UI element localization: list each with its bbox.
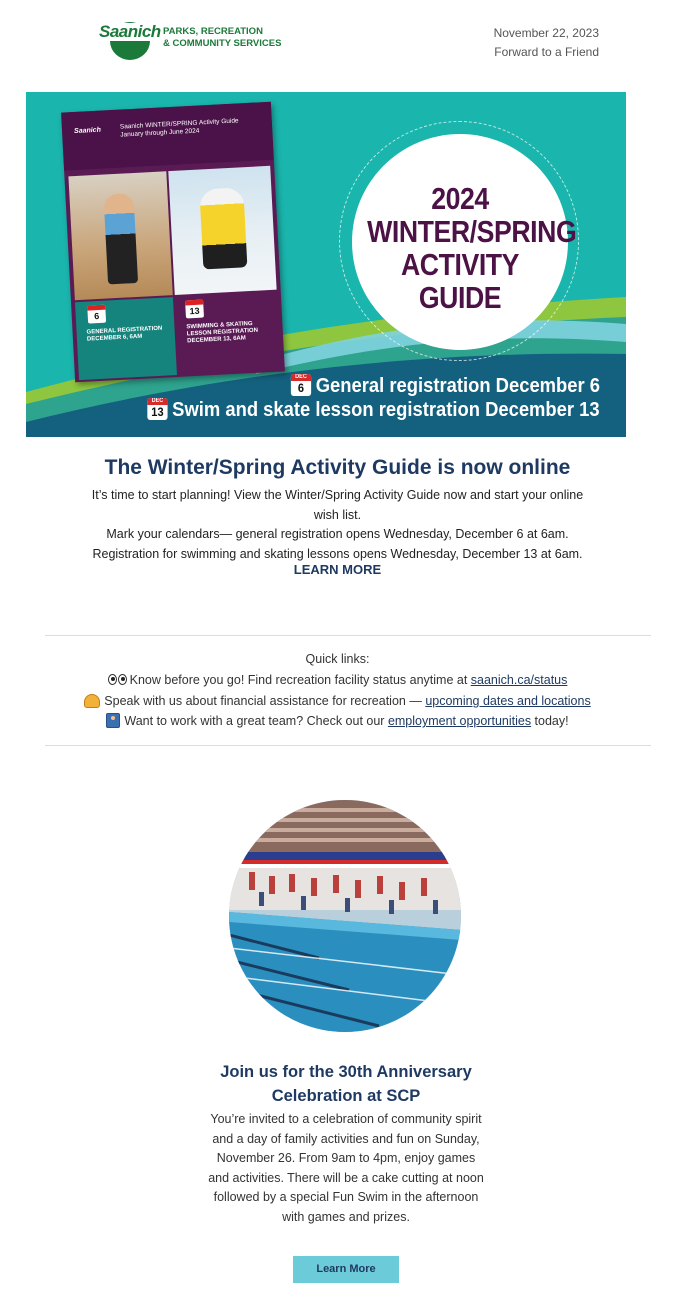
department-line-2: & COMMUNITY SERVICES: [163, 38, 282, 49]
guide-paragraph-3: Registration for swimming and skating lessons opens Wednesday, December 13 at 6am.: [92, 546, 583, 561]
scp-section-heading: Join us for the 30th Anniversary Celebration at SCP: [220, 1063, 472, 1105]
scp-section-body: You’re invited to a celebration of community spirit and a day of family activities and fun on Sunday, November 26. From 9am to 4pm, enjoy games and activities. There will be a cake cutting at noon followed by a special Fun Swim in the afternoon with games and prizes.: [208, 1112, 484, 1224]
cover-logo: Saanich: [73, 126, 102, 136]
saanich-logo[interactable]: [98, 16, 298, 60]
guide-title-year: 2024: [431, 181, 489, 216]
pool-celebration-photo: [229, 800, 461, 1032]
section-divider: [45, 745, 651, 746]
quick-link-facility-status: [0, 673, 675, 687]
quick-link-3-suffix: today!: [531, 714, 569, 728]
guide-title-season: WINTER/SPRING: [367, 214, 577, 249]
guide-paragraph-2: Mark your calendars— general registration opens Wednesday, December 6 at 6am.: [106, 527, 569, 541]
general-registration-date: [291, 375, 600, 398]
forward-to-friend-link[interactable]: Forward to a Friend: [494, 45, 599, 59]
general-registration-text: General registration December 6: [315, 375, 600, 397]
learn-more-link[interactable]: LEARN MORE: [293, 562, 382, 577]
quick-link-employment: [0, 714, 675, 729]
cover-title: Saanich WINTER/SPRING Activity Guide January through June 2024: [119, 117, 239, 139]
guide-paragraph-1: It’s time to start planning! View the Winter/Spring Activity Guide now and start your online wish list.: [91, 488, 584, 522]
raised-hands-icon: [84, 694, 100, 708]
cover-swim-registration: [175, 292, 281, 375]
guide-title-guide: GUIDE: [418, 280, 502, 315]
calendar-icon: DEC 6: [291, 374, 311, 396]
newsletter-date: November 22, 2023: [493, 26, 599, 40]
fitness-photo: [68, 171, 172, 300]
guide-title-activity: ACTIVITY: [400, 247, 520, 282]
quick-link-1-text: Know before you go! Find recreation facility status anytime at: [129, 673, 471, 687]
guide-title-circle: [352, 134, 577, 350]
guide-title: [367, 181, 577, 315]
fitness-figure: [103, 193, 138, 284]
swim-registration-text: Swim and skate lesson registration December 13: [172, 399, 600, 421]
hockey-photo: [168, 166, 276, 295]
guide-section-heading: The Winter/Spring Activity Guide is now online: [104, 456, 571, 479]
hockey-figure: [199, 187, 247, 269]
eyes-icon: [108, 674, 126, 686]
calendar-icon: 13: [185, 300, 204, 319]
worker-icon: [106, 713, 120, 728]
cover-swim-text: SWIMMING & SKATING LESSON REGISTRATION DECEMBER 13, 6AM: [186, 320, 259, 345]
cover-general-registration: [75, 297, 177, 380]
upcoming-dates-link[interactable]: upcoming dates and locations: [425, 694, 591, 708]
learn-more-button[interactable]: Learn More: [293, 1256, 399, 1283]
section-divider: [45, 635, 651, 636]
cover-general-text: GENERAL REGISTRATION DECEMBER 6, 6AM: [86, 325, 163, 343]
quick-link-3-text: Want to work with a great team? Check out our: [124, 714, 388, 728]
hero-banner[interactable]: [26, 92, 626, 437]
cover-header: [61, 102, 274, 171]
employment-opportunities-link[interactable]: employment opportunities: [387, 714, 532, 728]
swim-registration-date: [148, 399, 600, 422]
quick-links-heading: Quick links:: [305, 652, 370, 666]
logo-wordmark: Saanich: [99, 22, 161, 41]
department-line-1: PARKS, RECREATION: [163, 26, 263, 37]
activity-guide-cover: [61, 102, 285, 383]
facility-status-link[interactable]: saanich.ca/status: [470, 673, 568, 687]
department-name: [163, 26, 281, 50]
quick-link-2-text: Speak with us about financial assistance for recreation —: [104, 694, 426, 708]
calendar-icon: DEC 13: [148, 398, 168, 420]
pool-illustration: [229, 800, 461, 1032]
quick-link-financial-assistance: [0, 694, 675, 709]
calendar-icon: 6: [87, 305, 106, 324]
guide-section-body: [80, 486, 595, 564]
